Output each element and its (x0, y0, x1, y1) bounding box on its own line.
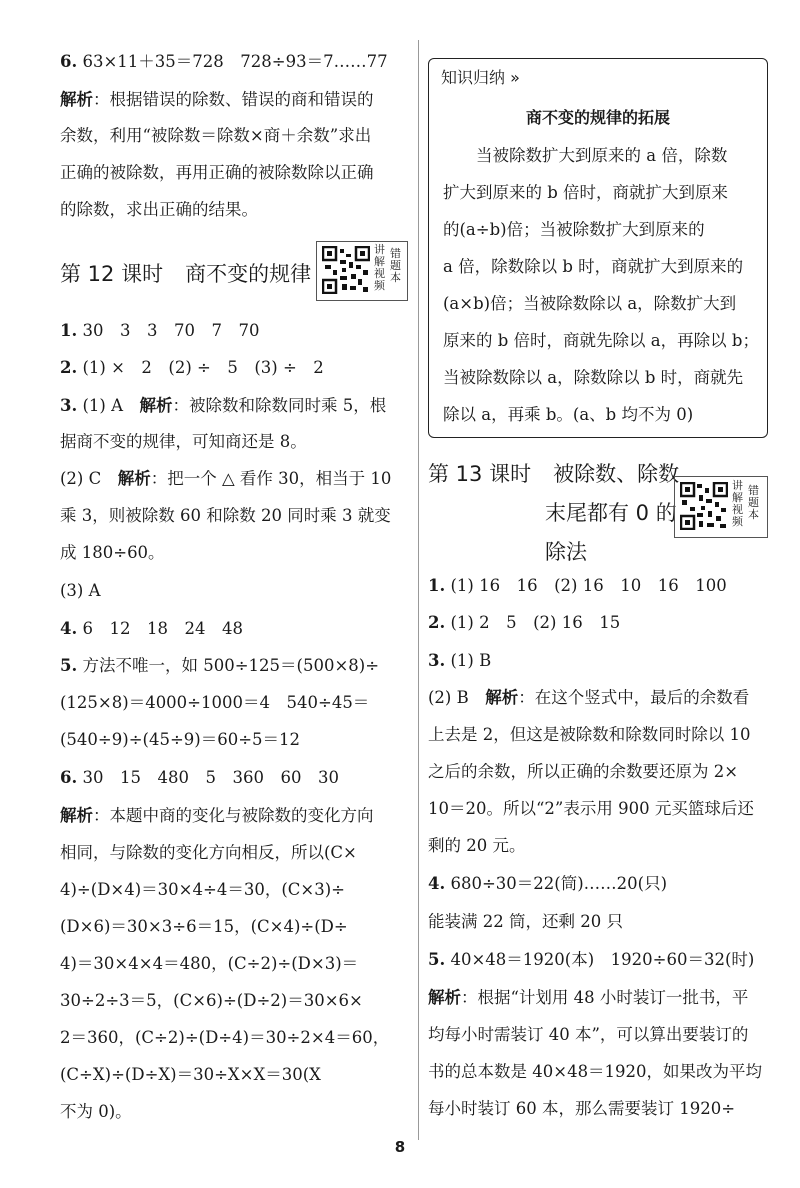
lesson-12-heading (60, 258, 311, 288)
qr-code-icon (322, 246, 370, 294)
answer-line: 1. 30 3 3 70 7 70 (60, 321, 260, 340)
answer-line: 4)＝30×4×4＝480，(C÷2)÷(D×3)＝ (60, 954, 359, 973)
answer-line: 乘 3，则被除数 60 和除数 20 同时乘 3 就变 (60, 506, 391, 525)
page-number: 8 (394, 1138, 406, 1156)
lesson-13-label: 第 13 课时 (428, 462, 532, 486)
answer-line: 30÷2÷3＝5，(C×6)÷(D÷2)＝30×6× (60, 991, 363, 1010)
answer-line: 之后的余数，所以正确的余数要还原为 2× (428, 762, 739, 781)
answer-line: 3. (1) A 解析：被除数和除数同时乘 5，根 (60, 396, 387, 415)
answer-line: 2. (1) 2 5 (2) 16 15 (428, 613, 621, 632)
answer-line: 1. (1) 16 16 (2) 16 10 16 100 (428, 576, 727, 595)
lesson-13-title-2: 末尾都有 0 的 (545, 501, 677, 525)
answer-line: 能装满 22 筒，还剩 20 只 (428, 912, 623, 931)
answer-line: 解析：根据错误的除数、错误的商和错误的 (60, 90, 374, 109)
answer-line: 每小时装订 60 本，那么需要装订 1920÷ (428, 1099, 736, 1118)
answer-line: 据商不变的规律，可知商还是 8。 (60, 432, 307, 451)
answer-line: 的除数，求出正确的结果。 (60, 200, 258, 219)
qr-label-errorbook: 错 题 本 (390, 247, 401, 284)
answer-line: 书的总本数是 40×48＝1920，如果改为平均 (428, 1062, 763, 1081)
answer-line: 上去是 2，但这是被除数和除数同时除以 10 (428, 725, 751, 744)
box-line: 除以 a，再乘 b。(a、b 均不为 0) (443, 405, 694, 424)
answer-line: 2＝360，(C÷2)÷(D÷4)＝30÷2×4＝60， (60, 1028, 390, 1047)
box-subtitle: 商不变的规律的拓展 (525, 108, 670, 127)
box-line: a 倍，除数除以 b 时，商就扩大到原来的 (443, 257, 744, 276)
box-title: 知识归纳 » (441, 68, 520, 87)
answer-line: 相同，与除数的变化方向相反，所以(C× (60, 843, 357, 862)
lesson-12-title: 商不变的规律 (185, 262, 312, 286)
knowledge-summary-box (428, 58, 768, 438)
qr-code-icon (680, 482, 728, 530)
answer-line: (2) B 解析：在这个竖式中，最后的余数看 (428, 688, 750, 707)
answer-line: 2. (1) × 2 (2) ÷ 5 (3) ÷ 2 (60, 358, 324, 377)
box-line: (a×b)倍；当被除数除以 a，除数扩大到 (443, 294, 737, 313)
answer-line: 4)÷(D×4)＝30×4÷4＝30，(C×3)÷ (60, 880, 345, 899)
qr-label-video: 讲 解 视 频 (732, 479, 743, 528)
answer-line: 余数，利用“被除数＝除数×商＋余数”求出 (60, 126, 372, 145)
answer-line: 均每小时需装订 40 本”，可以算出要装订的 (428, 1025, 749, 1044)
qr-label-errorbook: 错 题 本 (748, 484, 759, 521)
column-divider (418, 40, 419, 1140)
answer-line: 不为 0)。 (60, 1102, 132, 1121)
answer-line: 5. 40×48＝1920(本) 1920÷60＝32(时) (428, 950, 755, 969)
answer-line: (3) A (60, 581, 101, 600)
answer-line: 10＝20。所以“2”表示用 900 元买篮球后还 (428, 799, 754, 818)
box-line: 扩大到原来的 b 倍时，商就扩大到原来 (443, 183, 729, 202)
qr-label-video: 讲 解 视 频 (374, 243, 385, 292)
answer-line: 3. (1) B (428, 651, 492, 670)
answer-line: 正确的被除数，再用正确的被除数除以正确 (60, 163, 374, 182)
answer-line: 成 180÷60。 (60, 543, 165, 562)
lesson-13-heading (428, 458, 679, 488)
answer-line: 6. 63×11＋35＝728 728÷93＝7……77 (60, 52, 388, 71)
lesson-13-title-3: 除法 (545, 540, 587, 564)
answer-line: 4. 6 12 18 24 48 (60, 619, 243, 638)
answer-line: 5. 方法不唯一，如 500÷125＝(500×8)÷ (60, 656, 380, 675)
lesson-12-label: 第 12 课时 (60, 262, 164, 286)
answer-line: (D×6)＝30×3÷6＝15，(C×4)÷(D÷ (60, 917, 348, 936)
answer-line: (540÷9)÷(45÷9)＝60÷5＝12 (60, 730, 301, 749)
answer-line: 4. 680÷30＝22(筒)……20(只) (428, 874, 668, 893)
box-line: 当被除数扩大到原来的 a 倍，除数 (443, 146, 728, 165)
answer-line: 6. 30 15 480 5 360 60 30 (60, 768, 339, 787)
answer-line: 解析：本题中商的变化与被除数的变化方向 (60, 806, 374, 825)
box-line: 原来的 b 倍时，商就先除以 a，再除以 b； (443, 331, 759, 350)
answer-line: (125×8)＝4000÷1000＝4 540÷45＝ (60, 693, 370, 712)
answer-line: 剩的 20 元。 (428, 836, 526, 855)
box-line: 的(a÷b)倍；当被除数扩大到原来的 (443, 220, 705, 239)
lesson-13-title-1: 被除数、除数 (553, 462, 680, 486)
answer-line: (2) C 解析：把一个 △ 看作 30，相当于 10 (60, 469, 392, 488)
answer-line: 解析：根据“计划用 48 小时装订一批书，平 (428, 988, 749, 1007)
box-line: 当被除数除以 a，除数除以 b 时，商就先 (443, 368, 744, 387)
answer-line: (C÷X)÷(D÷X)＝30÷X×X＝30(X (60, 1065, 321, 1084)
